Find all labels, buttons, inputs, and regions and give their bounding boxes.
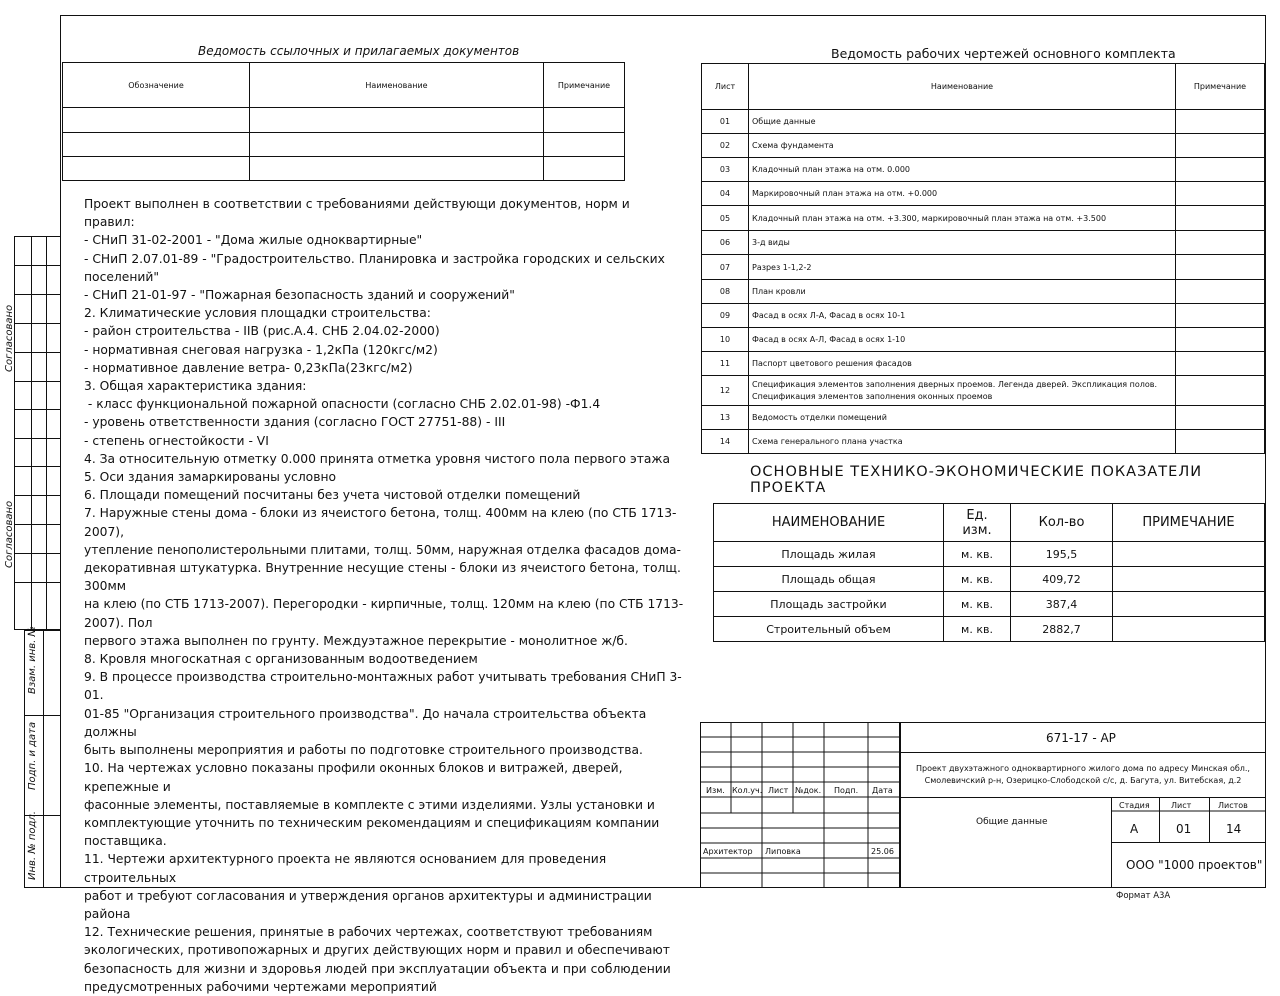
stamp-stage: А <box>1130 822 1139 836</box>
table-row <box>702 110 1265 134</box>
note-line: фасонные элементы, поставляемые в комплекте с этими изделиями. Узлы установки и <box>84 797 655 812</box>
stamp-project-line2: Смолевичский р-н, Озерицко-Слободской с/с, д. Багута, ул. Витебская, д.2 <box>924 776 1242 785</box>
ref-docs-title: Ведомость ссылочных и прилагаемых документов <box>198 44 520 58</box>
table-row <box>702 158 1265 182</box>
ref-col-designation: Обозначение <box>63 63 250 108</box>
sheet-name: Фасад в осях А-Л, Фасад в осях 1-10 <box>749 328 1176 352</box>
note-line: 01-85 "Организация строительного производства". До начала строительства объекта должны <box>84 706 651 739</box>
note-line: 9. В процессе производства строительно-монтажных работ учитывать требования СНиП 3-01. <box>84 670 682 703</box>
table-row <box>714 592 1265 617</box>
tep-name: Площадь застройки <box>714 592 944 617</box>
note-line: поставщика. <box>84 834 167 849</box>
note-line: - район строительства - IIВ (рис.А.4. СНБ 2.04.02-2000) <box>84 324 440 339</box>
note-line: - нормативная снеговая нагрузка - 1,2кПа (120кгс/м2) <box>84 342 438 357</box>
tep-unit: м. кв. <box>944 592 1011 617</box>
stamp-sheet-label: Лист <box>1171 801 1192 810</box>
stamp-date: 25.06 <box>871 847 894 856</box>
ref-col-name: Наименование <box>250 63 544 108</box>
sheet-name: Фасад в осях Л-А, Фасад в осях 10-1 <box>749 304 1176 328</box>
note-line: работ и требуют согласования и утверждения органов архитектуры и администрации района <box>84 888 656 921</box>
sheet-name-line1: Спецификация элементов заполнения дверных проемов. Легенда дверей. Экспликация полов. <box>752 379 1158 389</box>
tep-unit: м. кв. <box>944 542 1011 567</box>
sheet-number: 07 <box>702 255 749 280</box>
sheet-number: 02 <box>702 134 749 158</box>
table-row <box>702 206 1265 231</box>
tep-col-unit-line1: Ед. <box>966 507 988 523</box>
stamp-code: 671-17 - АР <box>1046 731 1116 745</box>
stamp-hdr-list: Лист <box>768 786 789 795</box>
sheet-number: 05 <box>702 206 749 231</box>
general-notes <box>84 195 684 996</box>
podp-data-label: Подп. и дата <box>27 721 38 790</box>
table-row <box>702 406 1265 430</box>
tep-table <box>713 503 1265 642</box>
note-line: на клею (по СТБ 1713-2007). Перегородки - кирпичные, толщ. 120мм на клею (по СТБ 1713-2007). Пол <box>84 597 684 630</box>
table-row <box>702 304 1265 328</box>
tep-name: Строительный объем <box>714 617 944 642</box>
ref-col-note: Примечание <box>544 63 625 108</box>
inv-podl-label: Инв. № подл. <box>27 811 38 880</box>
sheet-number: 06 <box>702 231 749 255</box>
sheet-number: 14 <box>702 430 749 454</box>
sheet-number: 03 <box>702 158 749 182</box>
tep-qty: 2882,7 <box>1011 617 1113 642</box>
sheets-col-n: Лист <box>702 64 749 110</box>
sheets-col-note: Примечание <box>1176 64 1265 110</box>
stamp-hdr-doc: №док. <box>795 786 822 795</box>
tep-col-unit-line2: изм. <box>962 522 992 538</box>
sheet-name: Паспорт цветового решения фасадов <box>749 352 1176 376</box>
sheet-name: 3-д виды <box>749 231 1176 255</box>
table-row <box>702 430 1265 454</box>
tep-qty: 387,4 <box>1011 592 1113 617</box>
note-line: - СНиП 31-02-2001 - "Дома жилые одноквартирные" <box>84 233 423 248</box>
stamp-sheet-name-cell <box>900 797 1112 888</box>
note-line: быть выполнены мероприятия и работы по подготовке строительного производства. <box>84 743 643 758</box>
note-line: 6. Площади помещений посчитаны без учета чистовой отделки помещений <box>84 488 581 503</box>
sheet-number: 12 <box>702 376 749 406</box>
approval-label-1: Согласовано <box>4 304 15 372</box>
sheet-name: Схема генерального плана участка <box>749 430 1176 454</box>
tep-title: ОСНОВНЫЕ ТЕХНИКО-ЭКОНОМИЧЕСКИЕ ПОКАЗАТЕЛИ ПРОЕКТА <box>750 464 1203 496</box>
table-row <box>702 134 1265 158</box>
note-line: 11. Чертежи архитектурного проекта не являются основанием для проведения строительных <box>84 852 611 885</box>
sheet-name: Общие данные <box>749 110 1176 134</box>
tep-unit: м. кв. <box>944 567 1011 592</box>
sheet-name-line2: Спецификация элементов заполнения оконных проемов <box>752 391 993 401</box>
table-row <box>714 617 1265 642</box>
stamp-project-line1: Проект двухэтажного одноквартирного жилого дома по адресу Минская обл., <box>916 764 1250 773</box>
stamp-hdr-podp: Подп. <box>834 786 859 795</box>
sheet-number: 09 <box>702 304 749 328</box>
tep-name: Площадь жилая <box>714 542 944 567</box>
sheet-name <box>749 376 1176 406</box>
note-line: 8. Кровля многоскатная с организованным водоотведением <box>84 652 478 667</box>
note-line: 2. Климатические условия площадки строительства: <box>84 306 431 321</box>
stamp-sheet-name: Общие данные <box>976 817 1048 827</box>
table-row <box>63 157 625 181</box>
sheet-number: 13 <box>702 406 749 430</box>
note-line: Проект выполнен в соответствии с требованиями действующи документов, норм и правил: <box>84 197 634 230</box>
table-row <box>702 255 1265 280</box>
table-row <box>714 567 1265 592</box>
stamp-hdr-izm: Изм. <box>706 786 725 795</box>
sheet-name: Кладочный план этажа на отм. 0.000 <box>749 158 1176 182</box>
sheet-name: Кладочный план этажа на отм. +3.300, маркировочный план этажа на отм. +3.500 <box>749 206 1176 231</box>
sheets-title: Ведомость рабочих чертежей основного комплекта <box>831 46 1176 61</box>
stamp-company: ООО "1000 проектов" <box>1126 858 1263 872</box>
sheet-number: 04 <box>702 182 749 206</box>
sheet-name: Ведомость отделки помещений <box>749 406 1176 430</box>
table-row <box>702 280 1265 304</box>
note-line: предусмотренных рабочими чертежами мероприятий <box>84 979 437 994</box>
note-line: - класс функциональной пожарной опасности (согласно СНБ 2.02.01-98) -Ф1.4 <box>84 397 601 412</box>
table-row <box>714 542 1265 567</box>
sheet-number: 08 <box>702 280 749 304</box>
table-row <box>702 182 1265 206</box>
table-row <box>702 376 1265 406</box>
tep-qty: 195,5 <box>1011 542 1113 567</box>
sheet-name: Схема фундамента <box>749 134 1176 158</box>
note-line: 12. Технические решения, принятые в рабочих чертежах, соответствуют требованиям <box>84 925 653 940</box>
tep-qty: 409,72 <box>1011 567 1113 592</box>
table-row <box>63 108 625 133</box>
note-line: - СНиП 21-01-97 - "Пожарная безопасность зданий и сооружений" <box>84 288 515 303</box>
approval-strip <box>14 236 61 630</box>
note-line: 7. Наружные стены дома - блоки из ячеистого бетона, толщ. 400мм на клею (по СТБ 1713-2007), <box>84 506 677 539</box>
table-row <box>702 231 1265 255</box>
sheet-number: 11 <box>702 352 749 376</box>
sheet-number: 10 <box>702 328 749 352</box>
note-line: 3. Общая характеристика здания: <box>84 379 307 394</box>
tep-col-qty: Кол-во <box>1011 504 1113 542</box>
note-line: поселений" <box>84 269 159 284</box>
stamp-person: Липовка <box>765 847 801 856</box>
note-line: утепление пенополистерольными плитами, толщ. 50мм, наружная отделка фасадов дома- <box>84 542 681 557</box>
stamp-role: Архитектор <box>703 847 753 856</box>
note-line: 4. За относительную отметку 0.000 принята отметка уровня чистого пола первого этажа <box>84 451 671 466</box>
sheets-table <box>701 63 1265 454</box>
note-line: - уровень ответственности здания (согласно ГОСТ 27751-88) - III <box>84 415 506 430</box>
note-line: первого этажа выполнен по грунту. Междуэтажное перекрытие - монолитное ж/б. <box>84 633 628 648</box>
sheet-name: План кровли <box>749 280 1176 304</box>
tep-col-name: НАИМЕНОВАНИЕ <box>714 504 944 542</box>
note-line: - степень огнестойкости - VI <box>84 433 269 448</box>
note-line: декоративная штукатурка. Внутренние несущие стены - блоки из ячеистого бетона, толщ. 300мм <box>84 561 685 594</box>
sheet-number: 01 <box>702 110 749 134</box>
note-line: 10. На чертежах условно показаны профили оконных блоков и витражей, дверей, крепежные и <box>84 761 627 794</box>
sheet-name: Разрез 1-1,2-2 <box>749 255 1176 280</box>
note-line: - нормативное давление ветра- 0,23кПа(23кгс/м2) <box>84 360 413 375</box>
stamp-sheet: 01 <box>1176 822 1192 836</box>
stamp-project <box>904 763 1262 787</box>
stamp-sheets-label: Листов <box>1218 801 1248 810</box>
sheet-name: Маркировочный план этажа на отм. +0.000 <box>749 182 1176 206</box>
stamp-stage-label: Стадия <box>1119 801 1150 810</box>
note-line: безопасность для жизни и здоровья людей при эксплуатации объекта и при соблюдении <box>84 961 671 976</box>
vzam-inv-label: Взам. инв. № <box>27 626 38 694</box>
tep-col-unit <box>944 504 1011 542</box>
table-row <box>702 352 1265 376</box>
ref-docs-table <box>62 62 625 181</box>
stamp-hdr-date: Дата <box>872 786 893 795</box>
note-line: комплектующие уточнить по техническим рекомендациям и спецификациям компании <box>84 815 660 830</box>
stamp-hdr-kol: Кол.уч. <box>732 786 763 795</box>
note-line: 5. Оси здания замаркированы условно <box>84 470 337 485</box>
note-line: - СНиП 2.07.01-89 - "Градостроительство. Планировка и застройка городских и сельских <box>84 251 665 266</box>
tep-unit: м. кв. <box>944 617 1011 642</box>
approval-label-2: Согласовано <box>4 500 15 568</box>
title-block <box>700 722 1266 888</box>
table-row <box>63 133 625 157</box>
note-line: экологических, противопожарных и других действующих норм и правил и обеспечивают <box>84 943 670 958</box>
sheets-col-name: Наименование <box>749 64 1176 110</box>
format-label: Формат А3А <box>1116 891 1171 901</box>
table-row <box>702 328 1265 352</box>
stamp-left-lines <box>700 722 900 888</box>
tep-col-note: ПРИМЕЧАНИЕ <box>1113 504 1265 542</box>
stamp-sheets: 14 <box>1226 822 1242 836</box>
tep-name: Площадь общая <box>714 567 944 592</box>
